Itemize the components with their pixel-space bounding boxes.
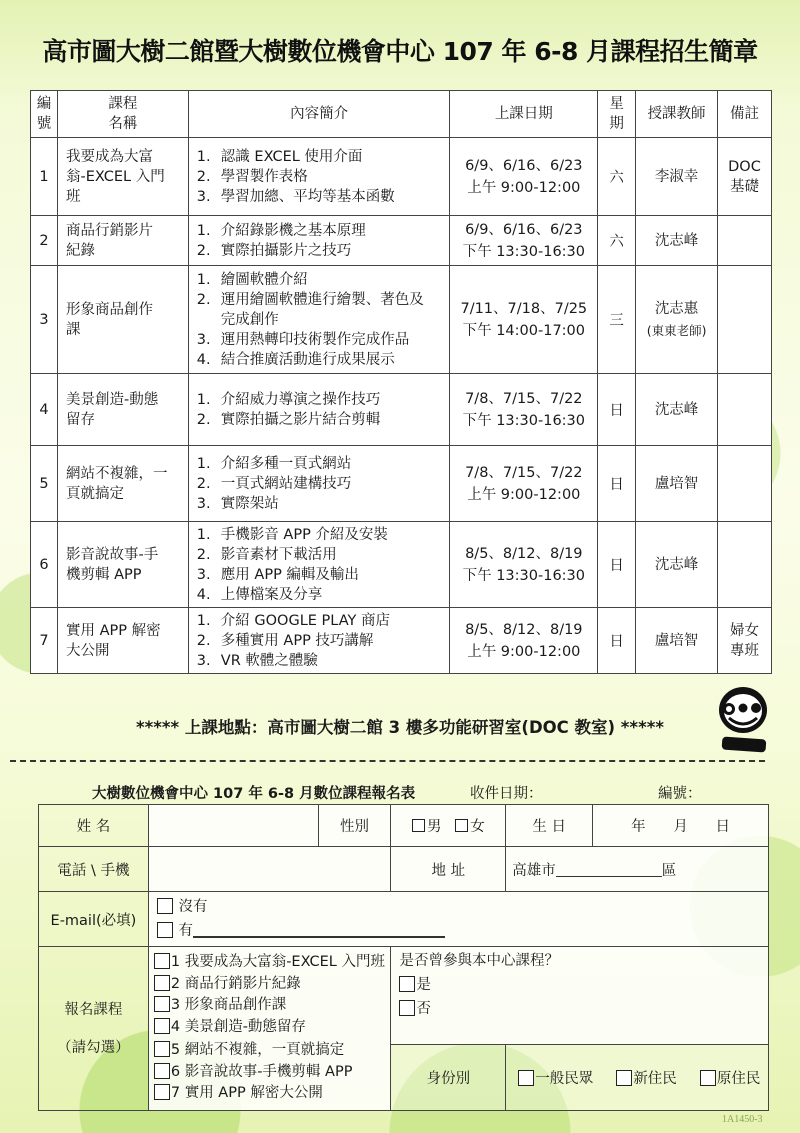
header-text: 名稱 <box>108 116 138 132</box>
address-district: 區 <box>661 862 677 879</box>
course-name-line: 留存 <box>65 411 95 428</box>
email-no-label: 沒有 <box>178 899 208 915</box>
teacher-name: 李淑幸 <box>654 168 699 185</box>
table-row <box>31 522 772 608</box>
course-option[interactable] <box>154 974 391 996</box>
desc-text: 運用熱轉印技術製作完成作品 <box>220 331 410 348</box>
course-name-line: 實用 APP 解密 <box>65 622 161 639</box>
col-header-desc: 內容簡介 <box>188 91 450 138</box>
note-line: 基礎 <box>730 178 759 195</box>
course-date-list: 7/11、7/18、7/25 <box>460 300 588 317</box>
desc-num: 3. <box>196 652 211 669</box>
col-header-note: 備註 <box>718 91 772 138</box>
course-date-list: 7/8、7/15、7/22 <box>465 390 583 407</box>
desc-item <box>197 221 450 241</box>
header-text: 號 <box>36 116 52 132</box>
course-option-label: 5 網站不複雜，一頁就搞定 <box>170 1042 345 1059</box>
desc-text: VR 軟體之體驗 <box>220 652 318 669</box>
course-description <box>188 138 450 216</box>
course-name-line: 機剪輯 APP <box>65 566 142 583</box>
desc-num: 1. <box>196 455 211 472</box>
desc-text: 介紹錄影機之基本原理 <box>220 222 366 239</box>
course-option[interactable] <box>154 995 391 1017</box>
email-label: E-mail(必填) <box>39 892 149 947</box>
course-option-label: 4 美景創造-動態留存 <box>170 1018 306 1035</box>
course-dates <box>450 216 598 266</box>
desc-item-continued: 完成創作 <box>220 311 279 328</box>
col-header-teacher: 授課教師 <box>636 91 718 138</box>
gender-female-checkbox[interactable] <box>455 819 468 832</box>
course-date-list: 7/8、7/15、7/22 <box>465 464 583 481</box>
course-teacher <box>636 522 718 608</box>
header-text: 編 <box>36 96 52 112</box>
desc-num: 4. <box>196 586 211 603</box>
course-description <box>188 374 450 446</box>
desc-text: 實際拍攝之影片結合剪輯 <box>220 411 381 428</box>
course-number: 4 <box>31 374 58 446</box>
identity-label: 身份別 <box>391 1045 506 1111</box>
course-note <box>718 522 772 608</box>
desc-text: 多種實用 APP 技巧講解 <box>220 632 374 649</box>
desc-num: 3. <box>196 188 211 205</box>
course-option-label: 7 實用 APP 解密大公開 <box>170 1085 323 1102</box>
registration-form <box>38 804 769 1111</box>
course-time: 上午 9:00-12:00 <box>467 179 581 196</box>
desc-text: 介紹 GOOGLE PLAY 商店 <box>220 612 390 629</box>
col-header-no <box>31 91 58 138</box>
desc-text: 一頁式網站建構技巧 <box>220 475 352 492</box>
course-date-list: 8/5、8/12、8/19 <box>465 545 583 562</box>
course-option-checkbox[interactable] <box>154 953 170 969</box>
desc-text: 介紹威力導演之操作技巧 <box>220 391 381 408</box>
desc-text: 認識 EXCEL 使用介面 <box>220 148 363 165</box>
desc-item <box>197 290 450 310</box>
class-location: ***** 上課地點：高市圖大樹二館 3 樓多功能研習室(DOC 教室) ***** <box>136 718 664 737</box>
desc-text: 學習加總、平均等基本函數 <box>220 188 395 205</box>
course-name-line: 影音說故事-手 <box>65 546 159 563</box>
col-header-name <box>57 91 188 138</box>
course-option[interactable] <box>154 1017 391 1039</box>
desc-num: 2. <box>196 475 211 492</box>
phone-field[interactable] <box>148 847 391 892</box>
desc-item <box>197 167 450 187</box>
table-row <box>31 608 772 674</box>
course-name <box>57 446 188 522</box>
teacher-name: 沈志惠 <box>654 300 699 317</box>
course-name <box>57 138 188 216</box>
course-option-label: 1 我要成為大富翁-EXCEL 入門班 <box>170 954 385 971</box>
gender-options <box>391 805 506 847</box>
desc-text: 手機影音 APP 介紹及安裝 <box>220 526 388 543</box>
gender-label: 性別 <box>318 805 391 847</box>
course-option[interactable] <box>154 1062 391 1084</box>
email-yes-checkbox[interactable] <box>157 922 173 938</box>
desc-text: 繪圖軟體介紹 <box>220 271 308 288</box>
desc-item <box>197 545 450 565</box>
course-option-checkbox[interactable] <box>154 1084 170 1100</box>
desc-text: 實際拍攝影片之技巧 <box>220 242 352 259</box>
desc-item <box>197 454 450 474</box>
identity-new-resident-checkbox[interactable] <box>616 1070 632 1086</box>
course-note <box>718 266 772 374</box>
note-line: 專班 <box>730 642 759 659</box>
desc-item <box>197 631 450 651</box>
course-teacher <box>636 374 718 446</box>
attended-question-cell <box>391 947 769 1045</box>
course-date-list: 6/9、6/16、6/23 <box>465 157 583 174</box>
name-label: 姓 名 <box>39 805 149 847</box>
document-code: 1A1450-3 <box>722 1114 763 1125</box>
course-number: 3 <box>31 266 58 374</box>
course-name <box>57 608 188 674</box>
identity-options <box>506 1045 769 1111</box>
course-option-checkbox[interactable] <box>154 975 170 991</box>
course-teacher <box>636 608 718 674</box>
course-option-checkbox[interactable] <box>154 1041 170 1057</box>
course-name-line: 頁就搞定 <box>65 485 124 502</box>
course-name-line: 美景創造-動態 <box>65 391 159 408</box>
attended-yes-label: 是 <box>416 977 431 993</box>
desc-item <box>197 390 450 410</box>
course-time: 上午 9:00-12:00 <box>467 486 581 503</box>
form-title: 大樹數位機會中心 107 年 6-8 月數位課程報名表 <box>92 786 416 802</box>
course-name <box>57 522 188 608</box>
birthday-label: 生 日 <box>506 805 593 847</box>
teacher-name: 沈志峰 <box>654 401 699 418</box>
course-number: 1 <box>31 138 58 216</box>
course-dates <box>450 446 598 522</box>
course-label: 報名課程 <box>64 1001 123 1018</box>
course-option-checkbox[interactable] <box>154 1063 170 1079</box>
identity-indigenous-label: 原住民 <box>716 1071 761 1087</box>
course-name-line: 大公開 <box>65 642 110 659</box>
teacher-name: 盧培智 <box>654 475 699 492</box>
desc-num: 3. <box>196 566 211 583</box>
course-number: 6 <box>31 522 58 608</box>
desc-num: 1. <box>196 391 211 408</box>
course-weekday: 日 <box>598 446 636 522</box>
table-header-row <box>31 91 772 138</box>
form-row-email <box>39 892 769 947</box>
email-no-checkbox[interactable] <box>157 898 173 914</box>
desc-num: 2. <box>196 242 211 259</box>
day-label: 日 <box>715 819 730 835</box>
desc-item <box>197 147 450 167</box>
attended-no-checkbox[interactable] <box>399 1000 415 1016</box>
teacher-name: 沈志峰 <box>654 232 699 249</box>
course-note <box>718 138 772 216</box>
table-row <box>31 266 772 374</box>
course-time: 下午 13:30-16:30 <box>462 412 586 429</box>
header-text: 課程 <box>108 96 138 112</box>
desc-num: 1. <box>196 148 211 165</box>
mascot-face-icon <box>712 686 774 756</box>
course-weekday: 日 <box>598 608 636 674</box>
course-note <box>718 374 772 446</box>
course-number: 7 <box>31 608 58 674</box>
teacher-name: 盧培智 <box>654 632 699 649</box>
desc-num: 1. <box>196 612 211 629</box>
course-note <box>718 446 772 522</box>
course-note <box>718 608 772 674</box>
teacher-alias: (東東老師) <box>646 322 707 338</box>
desc-num: 2. <box>196 168 211 185</box>
desc-item <box>197 565 450 585</box>
desc-text: 結合推廣活動進行成果展示 <box>220 351 395 368</box>
course-dates <box>450 608 598 674</box>
district-blank[interactable] <box>556 863 662 877</box>
gender-male-checkbox[interactable] <box>412 819 425 832</box>
desc-item <box>197 474 450 494</box>
course-teacher <box>636 446 718 522</box>
attended-no-label: 否 <box>416 1001 431 1017</box>
col-header-day <box>598 91 636 138</box>
course-name-line: 網站不複雜，一 <box>65 465 168 482</box>
desc-text: 實際架站 <box>220 495 279 512</box>
serial-number-label: 編號： <box>658 786 702 802</box>
course-option-label: 2 商品行銷影片紀錄 <box>170 975 301 992</box>
course-hint: （請勾選） <box>57 1039 130 1056</box>
desc-num: 1. <box>196 526 211 543</box>
desc-item <box>197 241 450 261</box>
course-note <box>718 216 772 266</box>
attended-question: 是否曾參與本中心課程？ <box>399 953 559 969</box>
course-date-list: 8/5、8/12、8/19 <box>465 621 583 638</box>
gender-female-label: 女 <box>470 819 485 835</box>
address-city: 高雄市 <box>512 862 556 879</box>
col-header-date: 上課日期 <box>450 91 598 138</box>
course-description <box>188 446 450 522</box>
course-name-line: 形象商品創作 <box>65 301 153 318</box>
desc-num: 2. <box>196 411 211 428</box>
form-row-courses <box>39 947 769 1045</box>
course-dates <box>450 374 598 446</box>
identity-general-checkbox[interactable] <box>518 1070 534 1086</box>
teacher-name: 沈志峰 <box>654 556 699 573</box>
desc-text: 上傳檔案及分享 <box>220 586 323 603</box>
course-dates <box>450 266 598 374</box>
course-time: 下午 14:00-17:00 <box>462 322 586 339</box>
course-description <box>188 266 450 374</box>
address-field[interactable] <box>506 847 769 892</box>
desc-item <box>197 525 450 545</box>
email-field[interactable] <box>193 924 445 938</box>
course-select-label <box>39 947 149 1111</box>
desc-item <box>197 611 450 631</box>
desc-item <box>197 350 450 370</box>
phone-label: 電話 \ 手機 <box>39 847 149 892</box>
header-text: 星 <box>609 96 624 112</box>
page-title: 高市圖大樹二館暨大樹數位機會中心 107 年 6-8 月課程招生簡章 <box>42 37 758 66</box>
course-weekday: 三 <box>598 266 636 374</box>
course-time: 下午 13:30-16:30 <box>462 243 586 260</box>
desc-num: 4. <box>196 351 211 368</box>
received-date-label: 收件日期： <box>470 786 543 802</box>
course-option[interactable] <box>154 952 391 974</box>
desc-item <box>197 270 450 290</box>
table-row <box>31 446 772 522</box>
course-name <box>57 374 188 446</box>
course-name-line: 商品行銷影片 <box>65 222 153 239</box>
course-name-line: 翁-EXCEL 入門 <box>65 168 165 185</box>
course-weekday: 日 <box>598 374 636 446</box>
course-name-line: 紀錄 <box>65 242 95 259</box>
note-line: DOC <box>728 158 761 175</box>
desc-num: 1. <box>196 271 211 288</box>
email-options <box>148 892 768 947</box>
year-label: 年 <box>631 819 646 835</box>
desc-item <box>197 651 450 671</box>
course-name-line: 課 <box>65 321 81 338</box>
course-option-checkbox[interactable] <box>154 996 170 1012</box>
month-label: 月 <box>673 819 688 835</box>
course-description <box>188 216 450 266</box>
course-dates <box>450 522 598 608</box>
course-teacher <box>636 266 718 374</box>
course-option[interactable] <box>154 1040 391 1062</box>
header-text: 期 <box>609 116 624 132</box>
desc-item <box>197 410 450 430</box>
desc-item <box>197 187 450 207</box>
table-row <box>31 374 772 446</box>
identity-general-label: 一般民眾 <box>535 1071 594 1087</box>
course-teacher <box>636 216 718 266</box>
desc-item <box>197 585 450 605</box>
identity-new-resident-label: 新住民 <box>633 1071 677 1087</box>
desc-text: 影音素材下載活用 <box>220 546 337 563</box>
desc-text: 運用繪圖軟體進行繪製、著色及 <box>220 291 424 308</box>
course-option-label: 3 形象商品創作課 <box>170 997 287 1014</box>
course-time: 下午 13:30-16:30 <box>462 567 586 584</box>
course-name-line: 我要成為大富 <box>65 148 153 165</box>
desc-item <box>197 494 450 514</box>
course-dates <box>450 138 598 216</box>
note-line: 婦女 <box>730 622 759 639</box>
course-name <box>57 266 188 374</box>
course-weekday: 六 <box>598 138 636 216</box>
course-number: 2 <box>31 216 58 266</box>
course-table-body <box>31 138 772 674</box>
course-options <box>148 947 391 1111</box>
desc-num: 2. <box>196 546 211 563</box>
table-row <box>31 138 772 216</box>
form-row-name <box>39 805 769 847</box>
form-row-contact <box>39 847 769 892</box>
course-name <box>57 216 188 266</box>
desc-text: 介紹多種一頁式網站 <box>220 455 352 472</box>
table-row <box>31 216 772 266</box>
cut-line-divider <box>10 760 765 762</box>
course-option[interactable] <box>154 1083 391 1105</box>
address-label: 地 址 <box>391 847 506 892</box>
email-yes-label: 有 <box>178 923 193 939</box>
desc-num: 1. <box>196 222 211 239</box>
birthday-field[interactable] <box>593 805 769 847</box>
course-table <box>30 90 772 674</box>
gender-male-label: 男 <box>426 819 442 835</box>
course-option-checkbox[interactable] <box>154 1018 170 1034</box>
name-field[interactable] <box>148 805 318 847</box>
course-option-label: 6 影音說故事-手機剪輯 APP <box>170 1063 353 1080</box>
identity-indigenous-checkbox[interactable] <box>700 1070 716 1086</box>
course-teacher <box>636 138 718 216</box>
course-description <box>188 522 450 608</box>
desc-text: 學習製作表格 <box>220 168 308 185</box>
desc-text: 應用 APP 編輯及輸出 <box>220 566 359 583</box>
course-name-line: 班 <box>65 188 81 205</box>
attended-yes-checkbox[interactable] <box>399 976 415 992</box>
course-number: 5 <box>31 446 58 522</box>
desc-item <box>197 330 450 350</box>
desc-num: 2. <box>196 632 211 649</box>
course-weekday: 日 <box>598 522 636 608</box>
course-time: 上午 9:00-12:00 <box>467 643 581 660</box>
desc-num: 3. <box>196 495 211 512</box>
course-description <box>188 608 450 674</box>
desc-num: 3. <box>196 331 211 348</box>
desc-num: 2. <box>196 291 211 308</box>
course-weekday: 六 <box>598 216 636 266</box>
course-date-list: 6/9、6/16、6/23 <box>465 221 583 238</box>
